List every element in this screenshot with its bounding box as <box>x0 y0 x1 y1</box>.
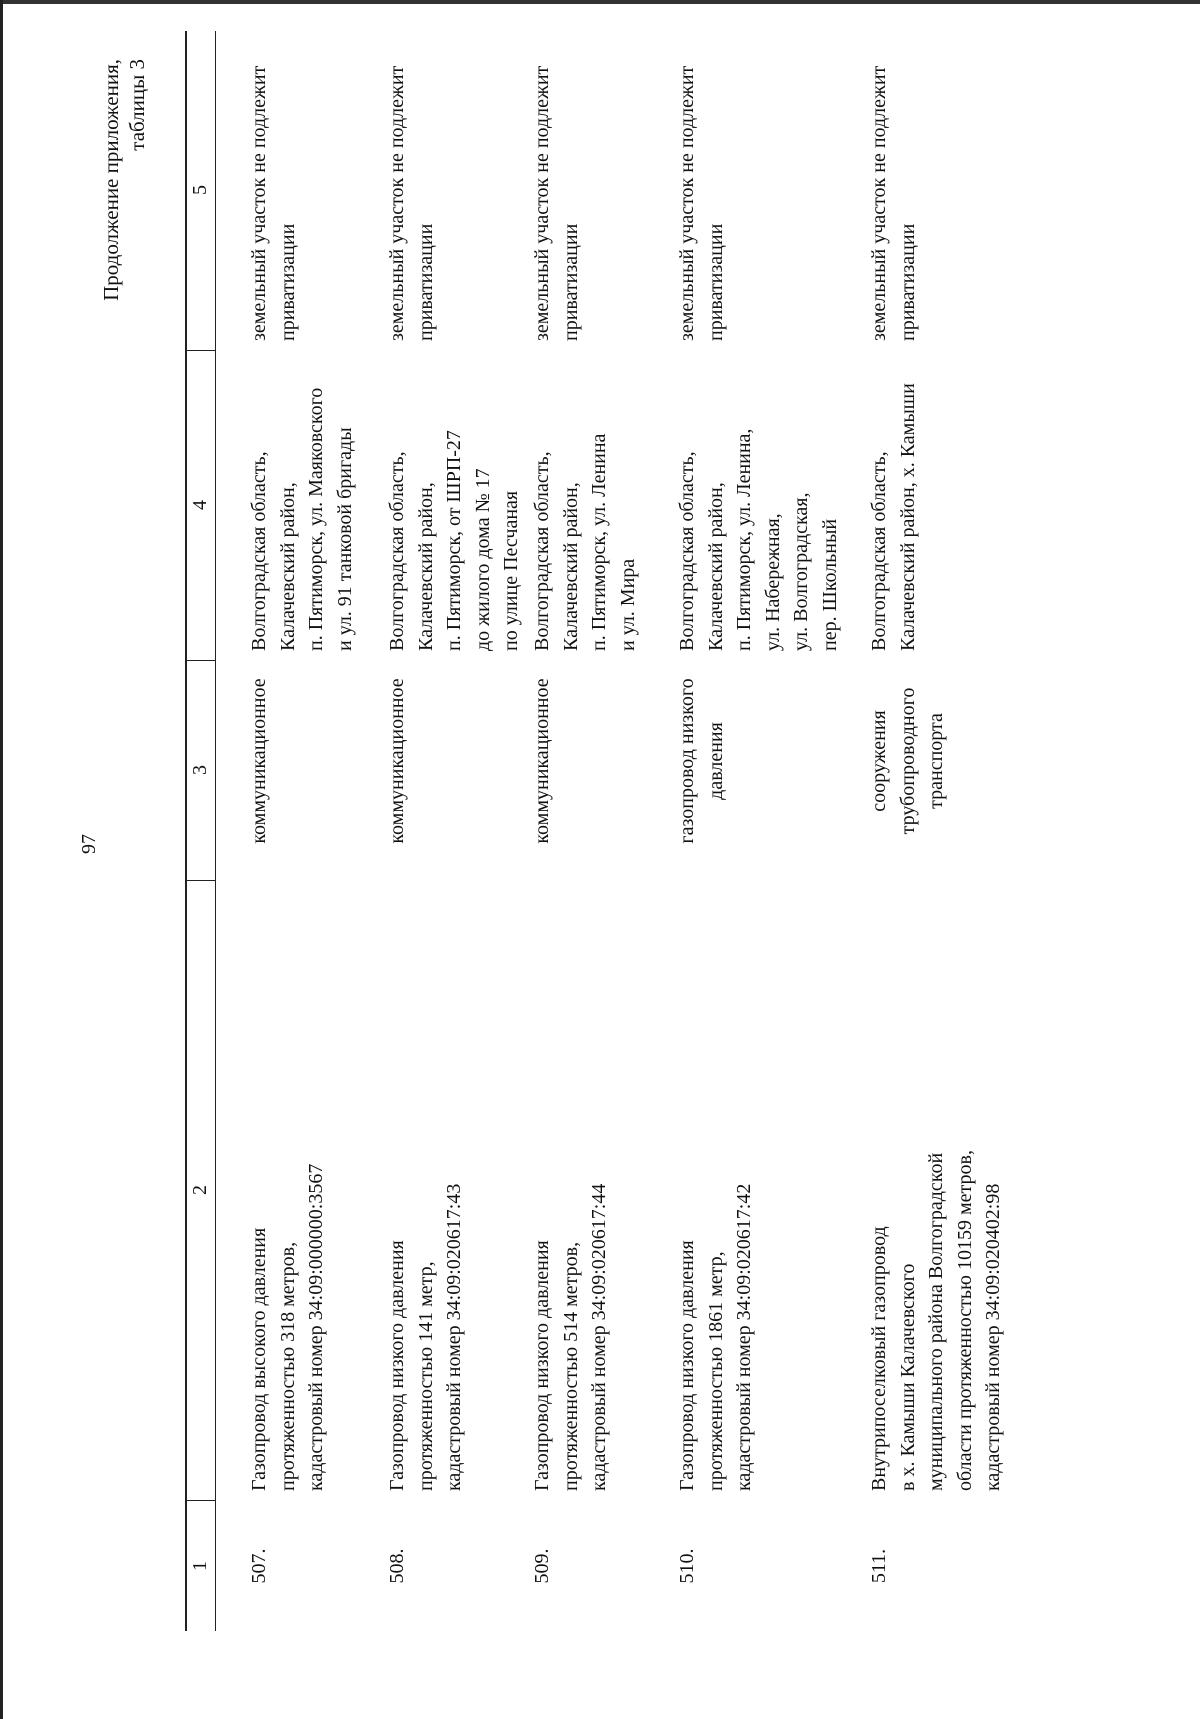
row-type-line: коммуникационное <box>248 678 270 844</box>
header-col-3: 3 <box>185 660 215 881</box>
row-number: 511. <box>868 1548 890 1584</box>
row-name-line: кадастровый номер 34:09:020402:98 <box>982 1183 1004 1491</box>
row-address <box>245 351 359 651</box>
row-name <box>383 911 469 1491</box>
row-address <box>383 351 526 651</box>
row-address-line: п. Пятиморск, ул. Ленина, <box>733 428 755 651</box>
row-name-line: Внутрипоселковый газопровод <box>868 1226 890 1491</box>
row-address-line: до жилого дома № 17 <box>471 468 494 651</box>
row-address-line: пер. Школьный <box>818 518 841 651</box>
row-address <box>865 351 922 651</box>
row-status-line: земельный участок не подлежит <box>531 65 553 341</box>
table-top-rule <box>185 31 187 1631</box>
row-type-line: давления <box>704 722 727 800</box>
row-address-line: по улице Песчаная <box>500 490 522 651</box>
row-status-line: земельный участок не подлежит <box>868 65 890 341</box>
row-type-line: газопровод низкого <box>676 678 698 844</box>
row-name-line: Газопровод низкого давления <box>676 1240 698 1491</box>
row-type <box>673 661 730 861</box>
row-status-line: земельный участок не подлежит <box>248 65 270 341</box>
page-number: 97 <box>78 834 100 854</box>
row-status-line: приватизации <box>414 223 437 341</box>
row-name-line: протяженностью 318 метров, <box>276 1241 299 1491</box>
row-address-line: Волгоградская область, <box>531 451 553 651</box>
continuation-line-1: Продолжение приложения, <box>99 59 123 301</box>
row-address-line: Волгоградская область, <box>386 451 408 651</box>
row-status <box>865 41 922 341</box>
row-address-line: и ул. 91 танковой бригады <box>333 427 356 651</box>
row-type-line: коммуникационное <box>531 678 553 844</box>
continuation-note <box>98 59 150 389</box>
row-address-line: Калачевский район, х. Камыши <box>896 383 919 651</box>
row-name-line: протяженностью 1861 метр, <box>704 1251 727 1491</box>
row-name-line: муниципального района Волгоградской <box>925 1152 947 1491</box>
row-address-line: ул. Волгоградская, <box>790 492 812 651</box>
table <box>185 31 1165 1631</box>
row-address-line: и ул. Мира <box>616 558 639 651</box>
continuation-line-2: таблицы 3 <box>125 59 149 151</box>
row-name-line: кадастровый номер 34:09:020617:44 <box>588 1183 610 1491</box>
row-name-line: Газопровод низкого давления <box>386 1240 408 1491</box>
row-type-line: коммуникационное <box>386 678 408 844</box>
row-name-line: протяженностью 141 метр, <box>414 1261 437 1491</box>
row-number: 510. <box>676 1548 698 1584</box>
row-status-line: приватизации <box>896 223 919 341</box>
row-address-line: ул. Набережная, <box>761 513 784 651</box>
row-name-line: в х. Камыши Калачевского <box>896 1263 919 1491</box>
row-type-line: сооружения <box>868 710 890 812</box>
row-type <box>865 661 951 861</box>
row-status-line: приватизации <box>276 223 299 341</box>
row-name-line: протяженностью 514 метров, <box>559 1241 582 1491</box>
row-name-line: кадастровый номер 34:09:000000:3567 <box>305 1163 327 1491</box>
row-address-line: Калачевский район, <box>559 482 582 651</box>
header-col-5: 5 <box>185 30 215 351</box>
row-name <box>865 911 1008 1491</box>
row-address-line: п. Пятиморск, ул. Маяковского <box>305 387 327 651</box>
row-address-line: Волгоградская область, <box>676 451 698 651</box>
row-status-line: приватизации <box>704 223 727 341</box>
row-type <box>528 661 557 861</box>
row-status-line: земельный участок не подлежит <box>676 65 698 341</box>
row-name-line: области протяженностью 10159 метров, <box>953 1150 976 1491</box>
row-address-line: Калачевский район, <box>704 482 727 651</box>
row-address <box>673 351 844 651</box>
row-name <box>245 911 331 1491</box>
row-address-line: Волгоградская область, <box>248 451 270 651</box>
table-header <box>185 31 216 1631</box>
row-status <box>528 41 585 341</box>
row-status-line: приватизации <box>559 223 582 341</box>
row-number: 507. <box>248 1548 270 1584</box>
row-address <box>528 351 642 651</box>
row-name-line: кадастровый номер 34:09:020617:42 <box>733 1183 755 1491</box>
row-address-line: п. Пятиморск, ул. Ленина <box>588 433 610 651</box>
row-address-line: Калачевский район, <box>276 482 299 651</box>
header-col-1: 1 <box>189 1561 211 1571</box>
row-status <box>383 41 440 341</box>
row-address-line: Волгоградская область, <box>868 451 890 651</box>
row-number: 508. <box>386 1548 408 1584</box>
row-address-line: п. Пятиморск, от ШРП-27 <box>443 430 465 651</box>
row-type-line: транспорта <box>925 713 947 809</box>
row-type <box>383 661 412 861</box>
row-status <box>245 41 302 341</box>
row-name-line: Газопровод высокого давления <box>248 1227 270 1491</box>
row-name-line: кадастровый номер 34:09:020617:43 <box>443 1183 465 1491</box>
row-name <box>528 911 614 1491</box>
row-name-line: Газопровод низкого давления <box>531 1240 553 1491</box>
row-status <box>673 41 730 341</box>
row-type-line: трубопроводного <box>896 687 919 835</box>
header-col-4: 4 <box>185 350 215 661</box>
row-type <box>245 661 274 861</box>
row-number: 509. <box>531 1548 553 1584</box>
row-status-line: земельный участок не подлежит <box>386 65 408 341</box>
row-name <box>673 911 759 1491</box>
row-address-line: Калачевский район, <box>414 482 437 651</box>
header-col-2: 2 <box>185 880 215 1501</box>
